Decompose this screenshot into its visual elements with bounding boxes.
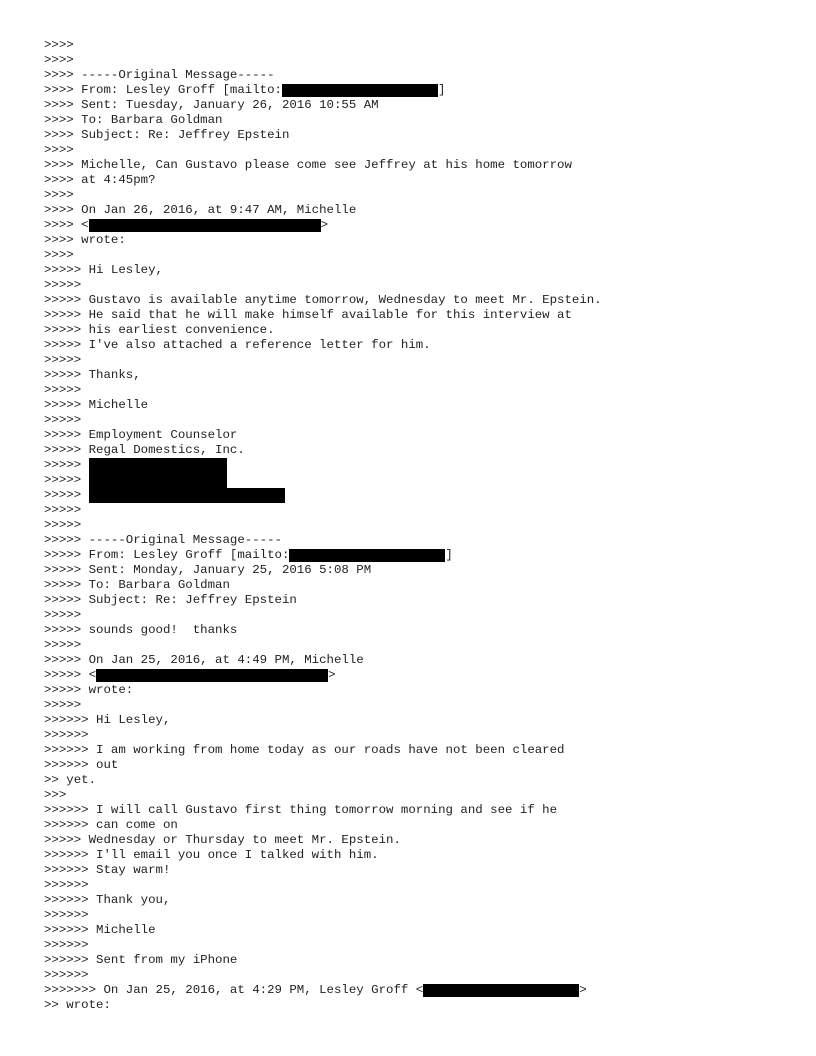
email-line — [44, 323, 796, 338]
email-line — [44, 863, 796, 878]
email-line — [44, 833, 796, 848]
line-text: >>> — [44, 788, 67, 802]
line-text: >>>>> — [44, 458, 89, 472]
line-text: >>>>>> I'll email you once I talked with him. — [44, 848, 379, 862]
email-thread-document — [44, 38, 796, 1013]
line-text: >> wrote: — [44, 998, 111, 1012]
line-text-suffix: > — [328, 668, 336, 682]
email-line — [44, 83, 796, 98]
line-text: >>>>> wrote: — [44, 683, 134, 697]
line-text: >>>>> his earliest convenience. — [44, 323, 275, 337]
email-line — [44, 248, 796, 263]
line-text: >>>>>> — [44, 968, 89, 982]
line-text: >>>>> Wednesday or Thursday to meet Mr. Epstein. — [44, 833, 401, 847]
email-line — [44, 38, 796, 53]
line-text: >>>>>> — [44, 728, 89, 742]
line-text: >>>>> He said that he will make himself available for this interview at — [44, 308, 572, 322]
line-text: >>>> On Jan 26, 2016, at 9:47 AM, Michelle — [44, 203, 357, 217]
redaction-box — [89, 219, 321, 232]
line-text: >> yet. — [44, 773, 97, 787]
line-text: >>>>> — [44, 278, 82, 292]
line-text: >>>>> To: Barbara Goldman — [44, 578, 230, 592]
email-line — [44, 908, 796, 923]
email-line — [44, 698, 796, 713]
email-line — [44, 263, 796, 278]
line-text: >>>>>> — [44, 908, 89, 922]
line-text: >>>>> I've also attached a reference letter for him. — [44, 338, 431, 352]
line-text: >>>>> — [44, 473, 89, 487]
line-text: >>>>> — [44, 383, 82, 397]
email-line — [44, 773, 796, 788]
redaction-box — [89, 488, 285, 503]
line-text: >>>>> — [44, 518, 82, 532]
email-line — [44, 803, 796, 818]
line-text: >>>> — [44, 188, 74, 202]
line-text: >>>> -----Original Message----- — [44, 68, 275, 82]
line-text: >>>> — [44, 248, 74, 262]
line-text: >>>>> Regal Domestics, Inc. — [44, 443, 245, 457]
line-text: >>>>>> — [44, 938, 89, 952]
email-line — [44, 608, 796, 623]
line-text: >>>> < — [44, 218, 89, 232]
redaction-box — [282, 84, 438, 97]
line-text: >>>> — [44, 53, 74, 67]
email-line — [44, 488, 796, 503]
line-text: >>>>> Sent: Monday, January 25, 2016 5:08 PM — [44, 563, 372, 577]
email-line — [44, 983, 796, 998]
email-line — [44, 968, 796, 983]
line-text-suffix: > — [320, 218, 329, 232]
email-line — [44, 758, 796, 773]
line-text: >>>>> Subject: Re: Jeffrey Epstein — [44, 593, 297, 607]
email-line — [44, 998, 796, 1013]
email-line — [44, 428, 796, 443]
email-line — [44, 563, 796, 578]
email-line — [44, 338, 796, 353]
email-line — [44, 398, 796, 413]
email-line — [44, 473, 796, 488]
email-line — [44, 278, 796, 293]
email-line — [44, 728, 796, 743]
email-line — [44, 188, 796, 203]
email-line — [44, 293, 796, 308]
email-line — [44, 458, 796, 473]
redaction-box — [289, 549, 445, 562]
email-line — [44, 713, 796, 728]
line-text: >>>>> — [44, 413, 82, 427]
line-text: >>>>>> I will call Gustavo first thing tomorrow morning and see if he — [44, 803, 558, 817]
line-text: >>>> Michelle, Can Gustavo please come see Jeffrey at his home tomorrow — [44, 158, 572, 172]
line-text: >>>>> — [44, 608, 82, 622]
line-text: >>>> To: Barbara Goldman — [44, 113, 223, 127]
line-text: >>>>>> out — [44, 758, 119, 772]
line-text: >>>> — [44, 38, 74, 52]
email-line — [44, 653, 796, 668]
redaction-box — [96, 669, 328, 682]
line-text: >>>>>> — [44, 878, 89, 892]
line-text-suffix: > — [579, 983, 587, 997]
line-text: >>>>> Thanks, — [44, 368, 141, 382]
redaction-box — [423, 984, 579, 997]
email-line — [44, 593, 796, 608]
line-text-suffix: ] — [437, 83, 446, 97]
email-line — [44, 878, 796, 893]
line-text: >>>>> — [44, 488, 89, 502]
line-text: >>>> From: Lesley Groff [mailto: — [44, 83, 282, 97]
email-line — [44, 128, 796, 143]
line-text: >>>>> sounds good! thanks — [44, 623, 238, 637]
email-line — [44, 173, 796, 188]
email-line — [44, 203, 796, 218]
line-text: >>>>> Employment Counselor — [44, 428, 238, 442]
line-text: >>>> Subject: Re: Jeffrey Epstein — [44, 128, 290, 142]
email-line — [44, 578, 796, 593]
line-text: >>>>>> Michelle — [44, 923, 156, 937]
line-text: >>>> — [44, 143, 74, 157]
email-line — [44, 623, 796, 638]
email-line — [44, 503, 796, 518]
line-text: >>>> at 4:45pm? — [44, 173, 156, 187]
email-line — [44, 53, 796, 68]
line-text: >>>>> -----Original Message----- — [44, 533, 282, 547]
email-line — [44, 113, 796, 128]
line-text: >>>>> On Jan 25, 2016, at 4:49 PM, Michelle — [44, 653, 364, 667]
line-text: >>>> Sent: Tuesday, January 26, 2016 10:55 AM — [44, 98, 379, 112]
email-line — [44, 518, 796, 533]
email-line — [44, 308, 796, 323]
email-line — [44, 683, 796, 698]
email-line — [44, 788, 796, 803]
email-line — [44, 383, 796, 398]
line-text: >>>>>> Hi Lesley, — [44, 713, 171, 727]
line-text: >>>>> Michelle — [44, 398, 149, 412]
email-line — [44, 443, 796, 458]
line-text: >>>>>> I am working from home today as our roads have not been cleared — [44, 743, 565, 757]
email-line — [44, 233, 796, 248]
email-line — [44, 548, 796, 563]
email-line — [44, 218, 796, 233]
redaction-box — [89, 458, 227, 473]
email-line — [44, 533, 796, 548]
line-text: >>>>>> Thank you, — [44, 893, 171, 907]
email-line — [44, 893, 796, 908]
email-line — [44, 818, 796, 833]
email-line — [44, 638, 796, 653]
line-text: >>>>> — [44, 503, 82, 517]
line-text: >>>>>> can come on — [44, 818, 178, 832]
line-text: >>>>> From: Lesley Groff [mailto: — [44, 548, 290, 562]
line-text-suffix: ] — [445, 548, 453, 562]
line-text: >>>>> < — [44, 668, 97, 682]
email-line — [44, 158, 796, 173]
email-line — [44, 743, 796, 758]
redaction-box — [89, 473, 227, 488]
line-text: >>>>> Gustavo is available anytime tomorrow, Wednesday to meet Mr. Epstein. — [44, 293, 602, 307]
line-text: >>>>> — [44, 698, 82, 712]
email-line — [44, 413, 796, 428]
email-line — [44, 938, 796, 953]
email-line — [44, 143, 796, 158]
email-line — [44, 368, 796, 383]
email-line — [44, 953, 796, 968]
line-text: >>>>> Hi Lesley, — [44, 263, 163, 277]
email-line — [44, 668, 796, 683]
email-line — [44, 98, 796, 113]
email-line — [44, 353, 796, 368]
line-text: >>>>>>> On Jan 25, 2016, at 4:29 PM, Lesley Groff < — [44, 983, 424, 997]
email-line — [44, 923, 796, 938]
email-line — [44, 848, 796, 863]
line-text: >>>>> — [44, 638, 82, 652]
email-line — [44, 68, 796, 83]
line-text: >>>>>> Stay warm! — [44, 863, 171, 877]
line-text: >>>>> — [44, 353, 82, 367]
line-text: >>>> wrote: — [44, 233, 126, 247]
line-text: >>>>>> Sent from my iPhone — [44, 953, 238, 967]
